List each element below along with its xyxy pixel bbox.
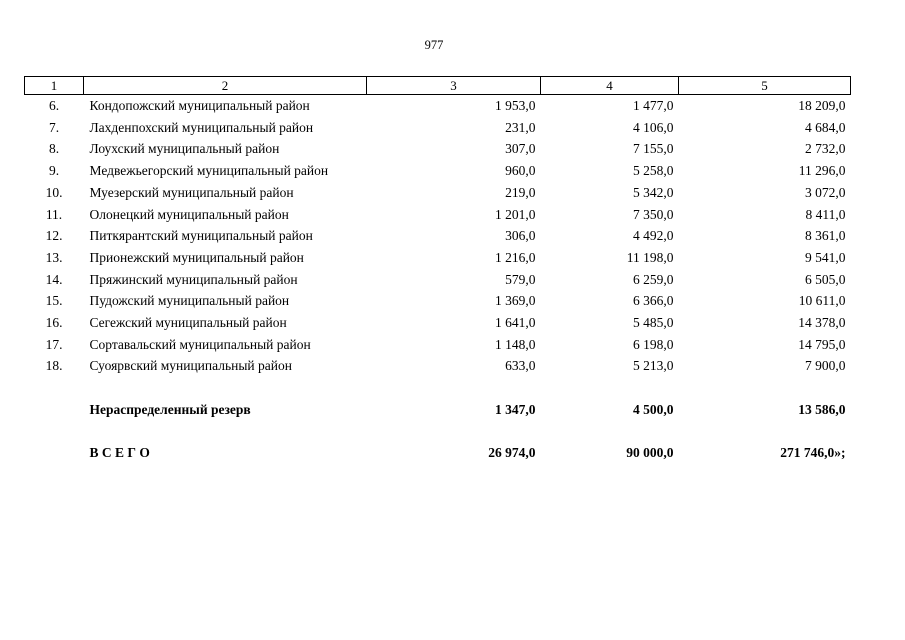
district-name: Лахденпохский муниципальный район bbox=[89, 119, 314, 135]
row-number: 15. bbox=[45, 293, 63, 309]
district-name: Олонецкий муниципальный район bbox=[89, 206, 289, 222]
column-header-5: 5 bbox=[679, 77, 851, 95]
reserve-col3: 1 347,0 bbox=[495, 401, 536, 417]
district-name: Лоухский муниципальный район bbox=[89, 141, 280, 157]
row-col4: 6 366,0 bbox=[633, 293, 674, 309]
table-row bbox=[25, 117, 851, 139]
total-col4: 90 000,0 bbox=[626, 445, 674, 461]
reserve-number-cell bbox=[25, 399, 84, 421]
spacer-row bbox=[25, 377, 851, 399]
row-col5: 11 296,0 bbox=[798, 163, 846, 179]
column-header-2: 2 bbox=[84, 77, 367, 95]
district-name: Суоярвский муниципальный район bbox=[89, 358, 292, 374]
row-col5: 10 611,0 bbox=[798, 293, 846, 309]
district-name: Питкярантский муниципальный район bbox=[89, 228, 313, 244]
row-col3: 579,0 bbox=[505, 271, 536, 287]
row-number: 12. bbox=[45, 228, 63, 244]
row-number: 17. bbox=[45, 336, 63, 352]
district-name: Прионежский муниципальный район bbox=[89, 249, 304, 265]
district-name: Пряжинский муниципальный район bbox=[89, 271, 298, 287]
district-name: Сортавальский муниципальный район bbox=[89, 336, 311, 352]
district-name: Медвежьегорский муниципальный район bbox=[89, 163, 329, 179]
row-number: 11. bbox=[45, 206, 63, 222]
total-col5: 271 746,0»; bbox=[780, 445, 846, 461]
row-col3: 307,0 bbox=[505, 141, 536, 157]
row-col4: 4 106,0 bbox=[633, 119, 674, 135]
page-number: 977 bbox=[424, 38, 444, 52]
row-col4: 7 155,0 bbox=[633, 141, 674, 157]
table-row bbox=[25, 247, 851, 269]
row-number: 18. bbox=[45, 358, 63, 374]
row-col4: 6 259,0 bbox=[633, 271, 674, 287]
row-number: 7. bbox=[48, 119, 60, 135]
table-row bbox=[25, 290, 851, 312]
row-col4: 4 492,0 bbox=[633, 228, 674, 244]
row-col3: 1 641,0 bbox=[495, 315, 536, 331]
table-row bbox=[25, 269, 851, 291]
table-row bbox=[25, 312, 851, 334]
column-header-3: 3 bbox=[367, 77, 541, 95]
total-label: В С Е Г О bbox=[89, 445, 150, 461]
row-col4: 11 198,0 bbox=[626, 249, 674, 265]
row-col3: 1 369,0 bbox=[495, 293, 536, 309]
spacer-row bbox=[25, 421, 851, 443]
total-col3: 26 974,0 bbox=[488, 445, 536, 461]
row-col4: 5 258,0 bbox=[633, 163, 674, 179]
total-number-cell bbox=[25, 442, 84, 464]
row-number: 9. bbox=[48, 163, 60, 179]
row-number: 10. bbox=[45, 184, 63, 200]
table-row bbox=[25, 355, 851, 377]
row-col3: 219,0 bbox=[505, 184, 536, 200]
row-col4: 5 485,0 bbox=[633, 315, 674, 331]
district-name: Пудожский муниципальный район bbox=[89, 293, 290, 309]
column-header-4: 4 bbox=[541, 77, 679, 95]
row-number: 16. bbox=[45, 315, 63, 331]
total-row bbox=[25, 442, 851, 464]
row-col3: 1 953,0 bbox=[495, 98, 536, 113]
row-col4: 6 198,0 bbox=[633, 336, 674, 352]
row-col3: 1 201,0 bbox=[495, 206, 536, 222]
row-col5: 4 684,0 bbox=[805, 119, 846, 135]
district-name: Сегежский муниципальный район bbox=[89, 315, 287, 331]
row-col5: 8 361,0 bbox=[805, 228, 846, 244]
row-col5: 14 378,0 bbox=[798, 315, 846, 331]
row-col4: 5 342,0 bbox=[633, 184, 674, 200]
table-row bbox=[25, 334, 851, 356]
table-row bbox=[25, 160, 851, 182]
row-col3: 1 216,0 bbox=[495, 249, 536, 265]
reserve-label: Нераспределенный резерв bbox=[89, 401, 251, 417]
row-col5: 14 795,0 bbox=[798, 336, 846, 352]
table-row bbox=[25, 138, 851, 160]
row-col5: 18 209,0 bbox=[798, 98, 846, 113]
row-col4: 7 350,0 bbox=[633, 206, 674, 222]
table-header bbox=[25, 77, 851, 95]
row-col3: 960,0 bbox=[505, 163, 536, 179]
row-col4: 1 477,0 bbox=[633, 98, 674, 113]
row-col4: 5 213,0 bbox=[633, 358, 674, 374]
row-col5: 7 900,0 bbox=[805, 358, 846, 374]
row-number: 14. bbox=[45, 271, 63, 287]
row-col5: 6 505,0 bbox=[805, 271, 846, 287]
row-col5: 9 541,0 bbox=[805, 249, 846, 265]
district-name: Кондопожский муниципальный район bbox=[89, 98, 310, 113]
row-col3: 1 148,0 bbox=[495, 336, 536, 352]
district-name: Муезерский муниципальный район bbox=[89, 184, 294, 200]
table-row bbox=[25, 204, 851, 226]
table-row bbox=[25, 225, 851, 247]
reserve-row bbox=[25, 399, 851, 421]
column-header-1: 1 bbox=[25, 77, 84, 95]
table-row bbox=[25, 182, 851, 204]
budget-table bbox=[24, 76, 851, 464]
table-row bbox=[25, 95, 851, 117]
row-col3: 231,0 bbox=[505, 119, 536, 135]
row-col5: 8 411,0 bbox=[805, 206, 846, 222]
row-number: 6. bbox=[48, 98, 60, 113]
row-number: 8. bbox=[48, 141, 60, 157]
row-col5: 3 072,0 bbox=[805, 184, 846, 200]
reserve-col5: 13 586,0 bbox=[798, 401, 846, 417]
reserve-col4: 4 500,0 bbox=[633, 401, 674, 417]
row-number: 13. bbox=[45, 249, 63, 265]
row-col5: 2 732,0 bbox=[805, 141, 846, 157]
header-row bbox=[25, 77, 851, 95]
row-col3: 306,0 bbox=[505, 228, 536, 244]
row-col3: 633,0 bbox=[505, 358, 536, 374]
table-body bbox=[25, 95, 851, 464]
